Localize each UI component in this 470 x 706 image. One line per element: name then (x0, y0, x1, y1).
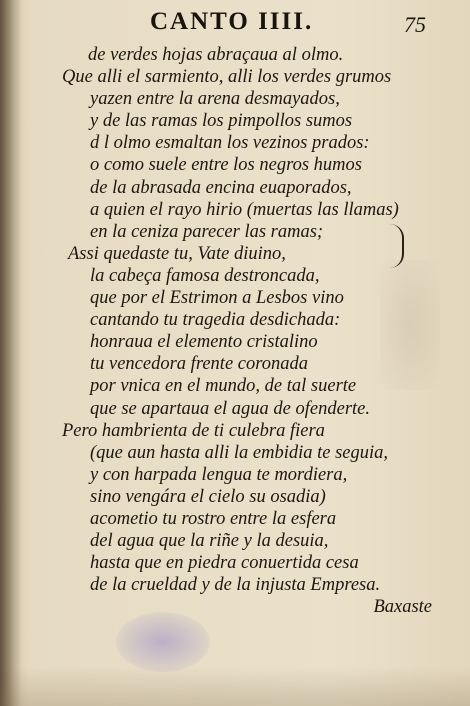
verse-line: acometio tu rostro entre la esfera (90, 508, 337, 529)
page-number: 75 (404, 12, 426, 37)
verse-line: que por el Estrimon a Lesbos vino (90, 288, 344, 309)
catchword: Baxaste (373, 597, 432, 618)
library-stamp (116, 612, 210, 672)
verse-line: o como suele entre los negros humos (90, 155, 362, 176)
page-header (0, 8, 470, 42)
verse-line: hasta que en piedra conuertida cesa (90, 553, 359, 574)
running-head: CANTO IIII. (150, 8, 314, 35)
verse-line: de la abrasada encina euaporados, (90, 177, 352, 198)
verse-line: d l olmo esmaltan los vezinos prados: (90, 133, 370, 154)
verse-line: honraua el elemento cristalino (90, 332, 318, 353)
verse-line: yazen entre la arena desmayados, (90, 89, 340, 110)
verse-line: la cabeça famosa destroncada, (90, 265, 320, 286)
marginal-brace (388, 224, 404, 268)
verse-text (62, 44, 432, 618)
verse-line: Pero hambrienta de ti culebra fiera (62, 420, 325, 441)
verse-line: de la crueldad y de la injusta Empresa. (90, 575, 381, 596)
verse-line: y con harpada lengua te mordiera, (90, 464, 348, 485)
verse-line: tu vencedora frente coronada (90, 354, 308, 375)
verse-line: del agua que la riñe y la desuia, (90, 531, 329, 552)
verse-line: Que alli el sarmiento, alli los verdes grumos (62, 67, 392, 88)
verse-line: de verdes hojas abraçaua al olmo. (88, 45, 344, 65)
verse-line: cantando tu tragedia desdichada: (90, 310, 341, 331)
verse-line: y de las ramas los pimpollos sumos (90, 111, 353, 132)
verse-line: sino vengára el cielo su osadia) (90, 486, 326, 507)
verse-line: (que aun hasta alli la embidia te seguia, (90, 442, 389, 463)
page-edge-shade (0, 666, 470, 706)
verse-line: a quien el rayo hirio (muertas las llamas) (90, 199, 399, 220)
verse-line: que se apartaua el agua de ofenderte. (90, 398, 371, 419)
verse-line: en la ceniza parecer las ramas; (90, 221, 324, 242)
binding-shadow (0, 0, 22, 706)
verse-line: Assi quedaste tu, Vate diuino, (68, 243, 286, 264)
verse-line: por vnica en el mundo, de tal suerte (90, 376, 357, 397)
